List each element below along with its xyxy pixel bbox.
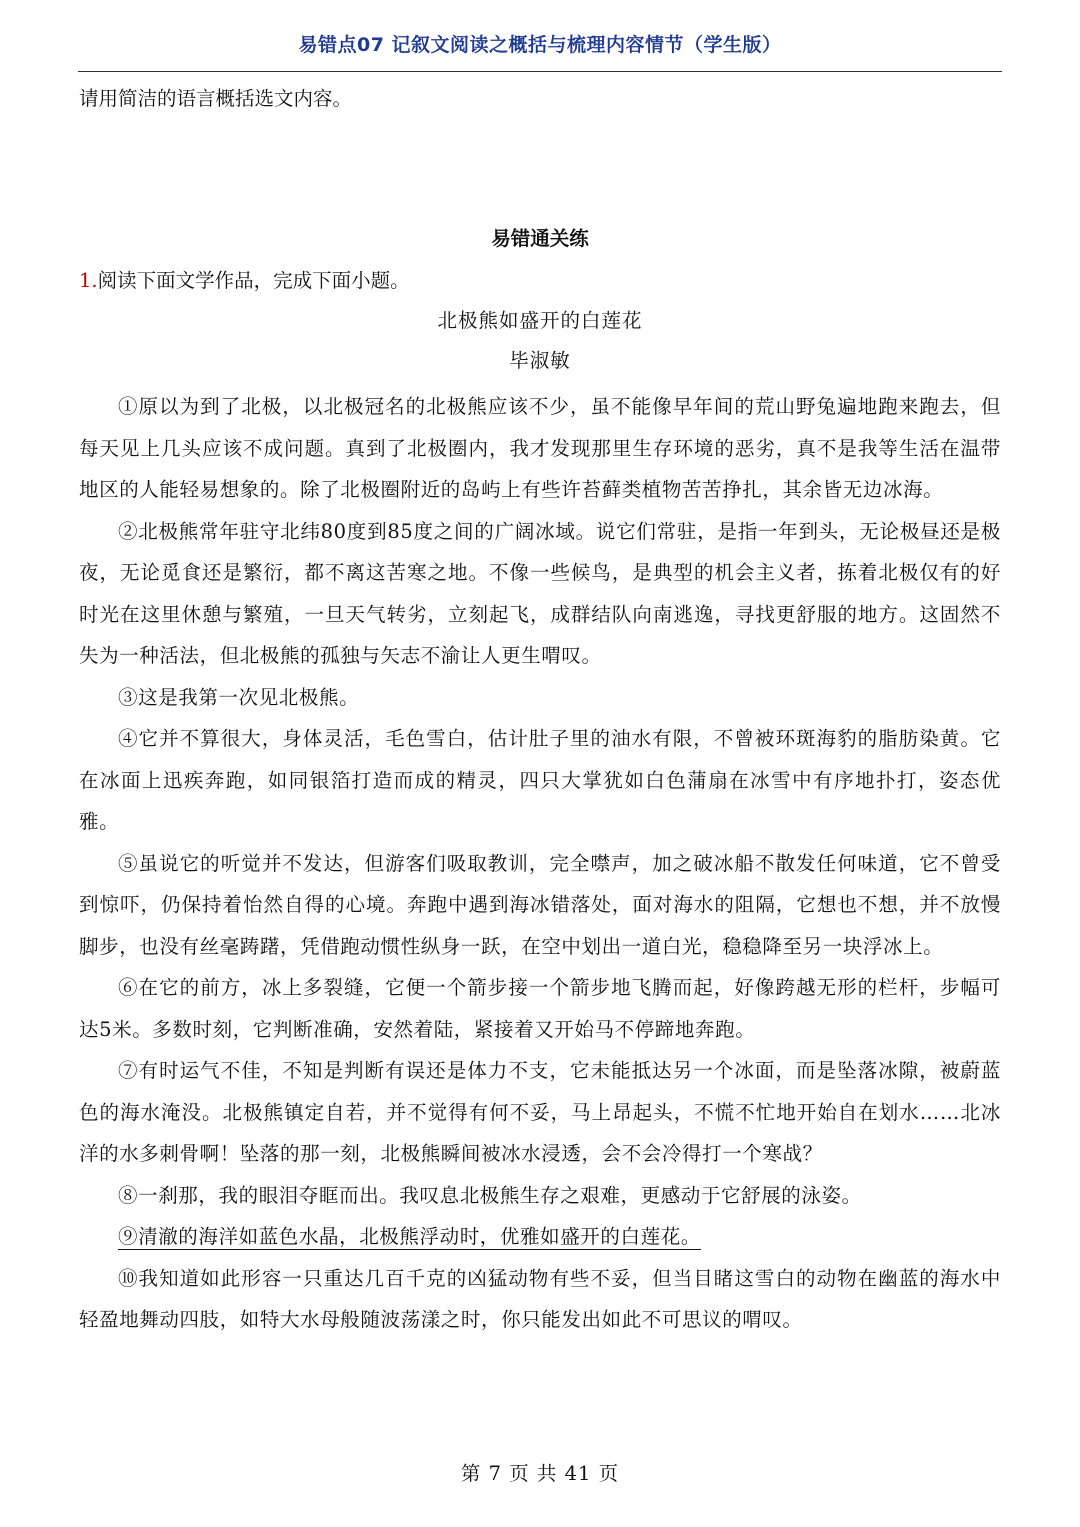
page-header-title: 易错点07 记叙文阅读之概括与梳理内容情节（学生版） (298, 34, 782, 56)
essay-paragraph-5: ⑤虽说它的听觉并不发达，但游客们吸取教训，完全噤声，加之破冰船不散发任何味道，它不曾受到惊吓，仍保持着怡然自得的心境。奔跑中遇到海冰错落处，面对海水的阻隔，它想也不想，并不放慢脚步，也没有丝毫踌躇，凭借跑动惯性纵身一跃，在空中划出一道白光，稳稳降至另一块浮冰上。 (79, 851, 1001, 958)
header-divider (78, 71, 1002, 72)
page-content (79, 80, 1001, 1341)
essay-paragraph-1: ①原以为到了北极，以北极冠名的北极熊应该不少，虽不能像早年间的荒山野兔遍地跑来跑去，但每天见上几头应该不成问题。真到了北极圈内，我才发现那里生存环境的恶劣，真不是我等生活在温带地区的人能轻易想象的。除了北极圈附近的岛屿上有些许苔藓类植物苦苦挣扎，其余皆无边冰海。 (79, 395, 1001, 501)
question-number: 1. (79, 269, 98, 292)
page-number-footer: 第 7 页 共 41 页 (460, 1462, 620, 1485)
essay-paragraph-9-underlined: ⑨清澈的海洋如蓝色水晶，北极熊浮动时，优雅如盛开的白莲花。 (118, 1225, 701, 1248)
essay-paragraph-10: ⑩我知道如此形容一只重达几百千克的凶猛动物有些不妥，但当目睹这雪白的动物在幽蓝的海水中轻盈地舞动四肢，如特大水母般随波荡漾之时，你只能发出如此不可思议的喟叹。 (79, 1266, 1001, 1331)
essay-title: 北极熊如盛开的白莲花 (437, 309, 643, 332)
section-title: 易错通关练 (491, 227, 589, 250)
essay-paragraph-7: ⑦有时运气不佳，不知是判断有误还是体力不支，它未能抵达另一个冰面，而是坠落冰隙，被蔚蓝色的海水淹没。北极熊镇定自若，并不觉得有何不妥，马上昂起头，不慌不忙地开始自在划水……北冰洋的水多刺骨啊！坠落的那一刻，北极熊瞬间被冰水浸透，会不会冷得打一个寒战？ (79, 1059, 1001, 1165)
question-text: 阅读下面文学作品，完成下面小题。 (97, 269, 410, 292)
instruction-text: 请用简洁的语言概括选文内容。 (79, 87, 353, 110)
essay-paragraph-3: ③这是我第一次见北极熊。 (118, 685, 360, 709)
essay-paragraph-4: ④它并不算很大，身体灵活，毛色雪白，估计肚子里的油水有限，不曾被环斑海豹的脂肪染黄。它在冰面上迅疾奔跑，如同银箔打造而成的精灵，四只大掌犹如白色蒲扇在冰雪中有序地扑打，姿态优雅。 (79, 727, 1001, 833)
essay-paragraph-8: ⑧一刹那，我的眼泪夺眶而出。我叹息北极熊生存之艰难，更感动于它舒展的泳姿。 (118, 1183, 862, 1207)
essay-body (79, 386, 1001, 1341)
essay-paragraph-6: ⑥在它的前方，冰上多裂缝，它便一个箭步接一个箭步地飞腾而起，好像跨越无形的栏杆，步幅可达5米。多数时刻，它判断准确，安然着陆，紧接着又开始马不停蹄地奔跑。 (79, 976, 1001, 1041)
essay-paragraph-2: ②北极熊常年驻守北纬80度到85度之间的广阔冰域。说它们常驻，是指一年到头，无论极昼还是极夜，无论觅食还是繁衍，都不离这苦寒之地。不像一些候鸟，是典型的机会主义者，拣着北极仅有的好时光在这里休憩与繁殖，一旦天气转劣，立刻起飞，成群结队向南逃逸，寻找更舒服的地方。这固然不失为一种活法，但北极熊的孤独与矢志不渝让人更生喟叹。 (79, 519, 1001, 667)
essay-author: 毕淑敏 (509, 349, 571, 372)
question-prompt (79, 266, 1001, 296)
